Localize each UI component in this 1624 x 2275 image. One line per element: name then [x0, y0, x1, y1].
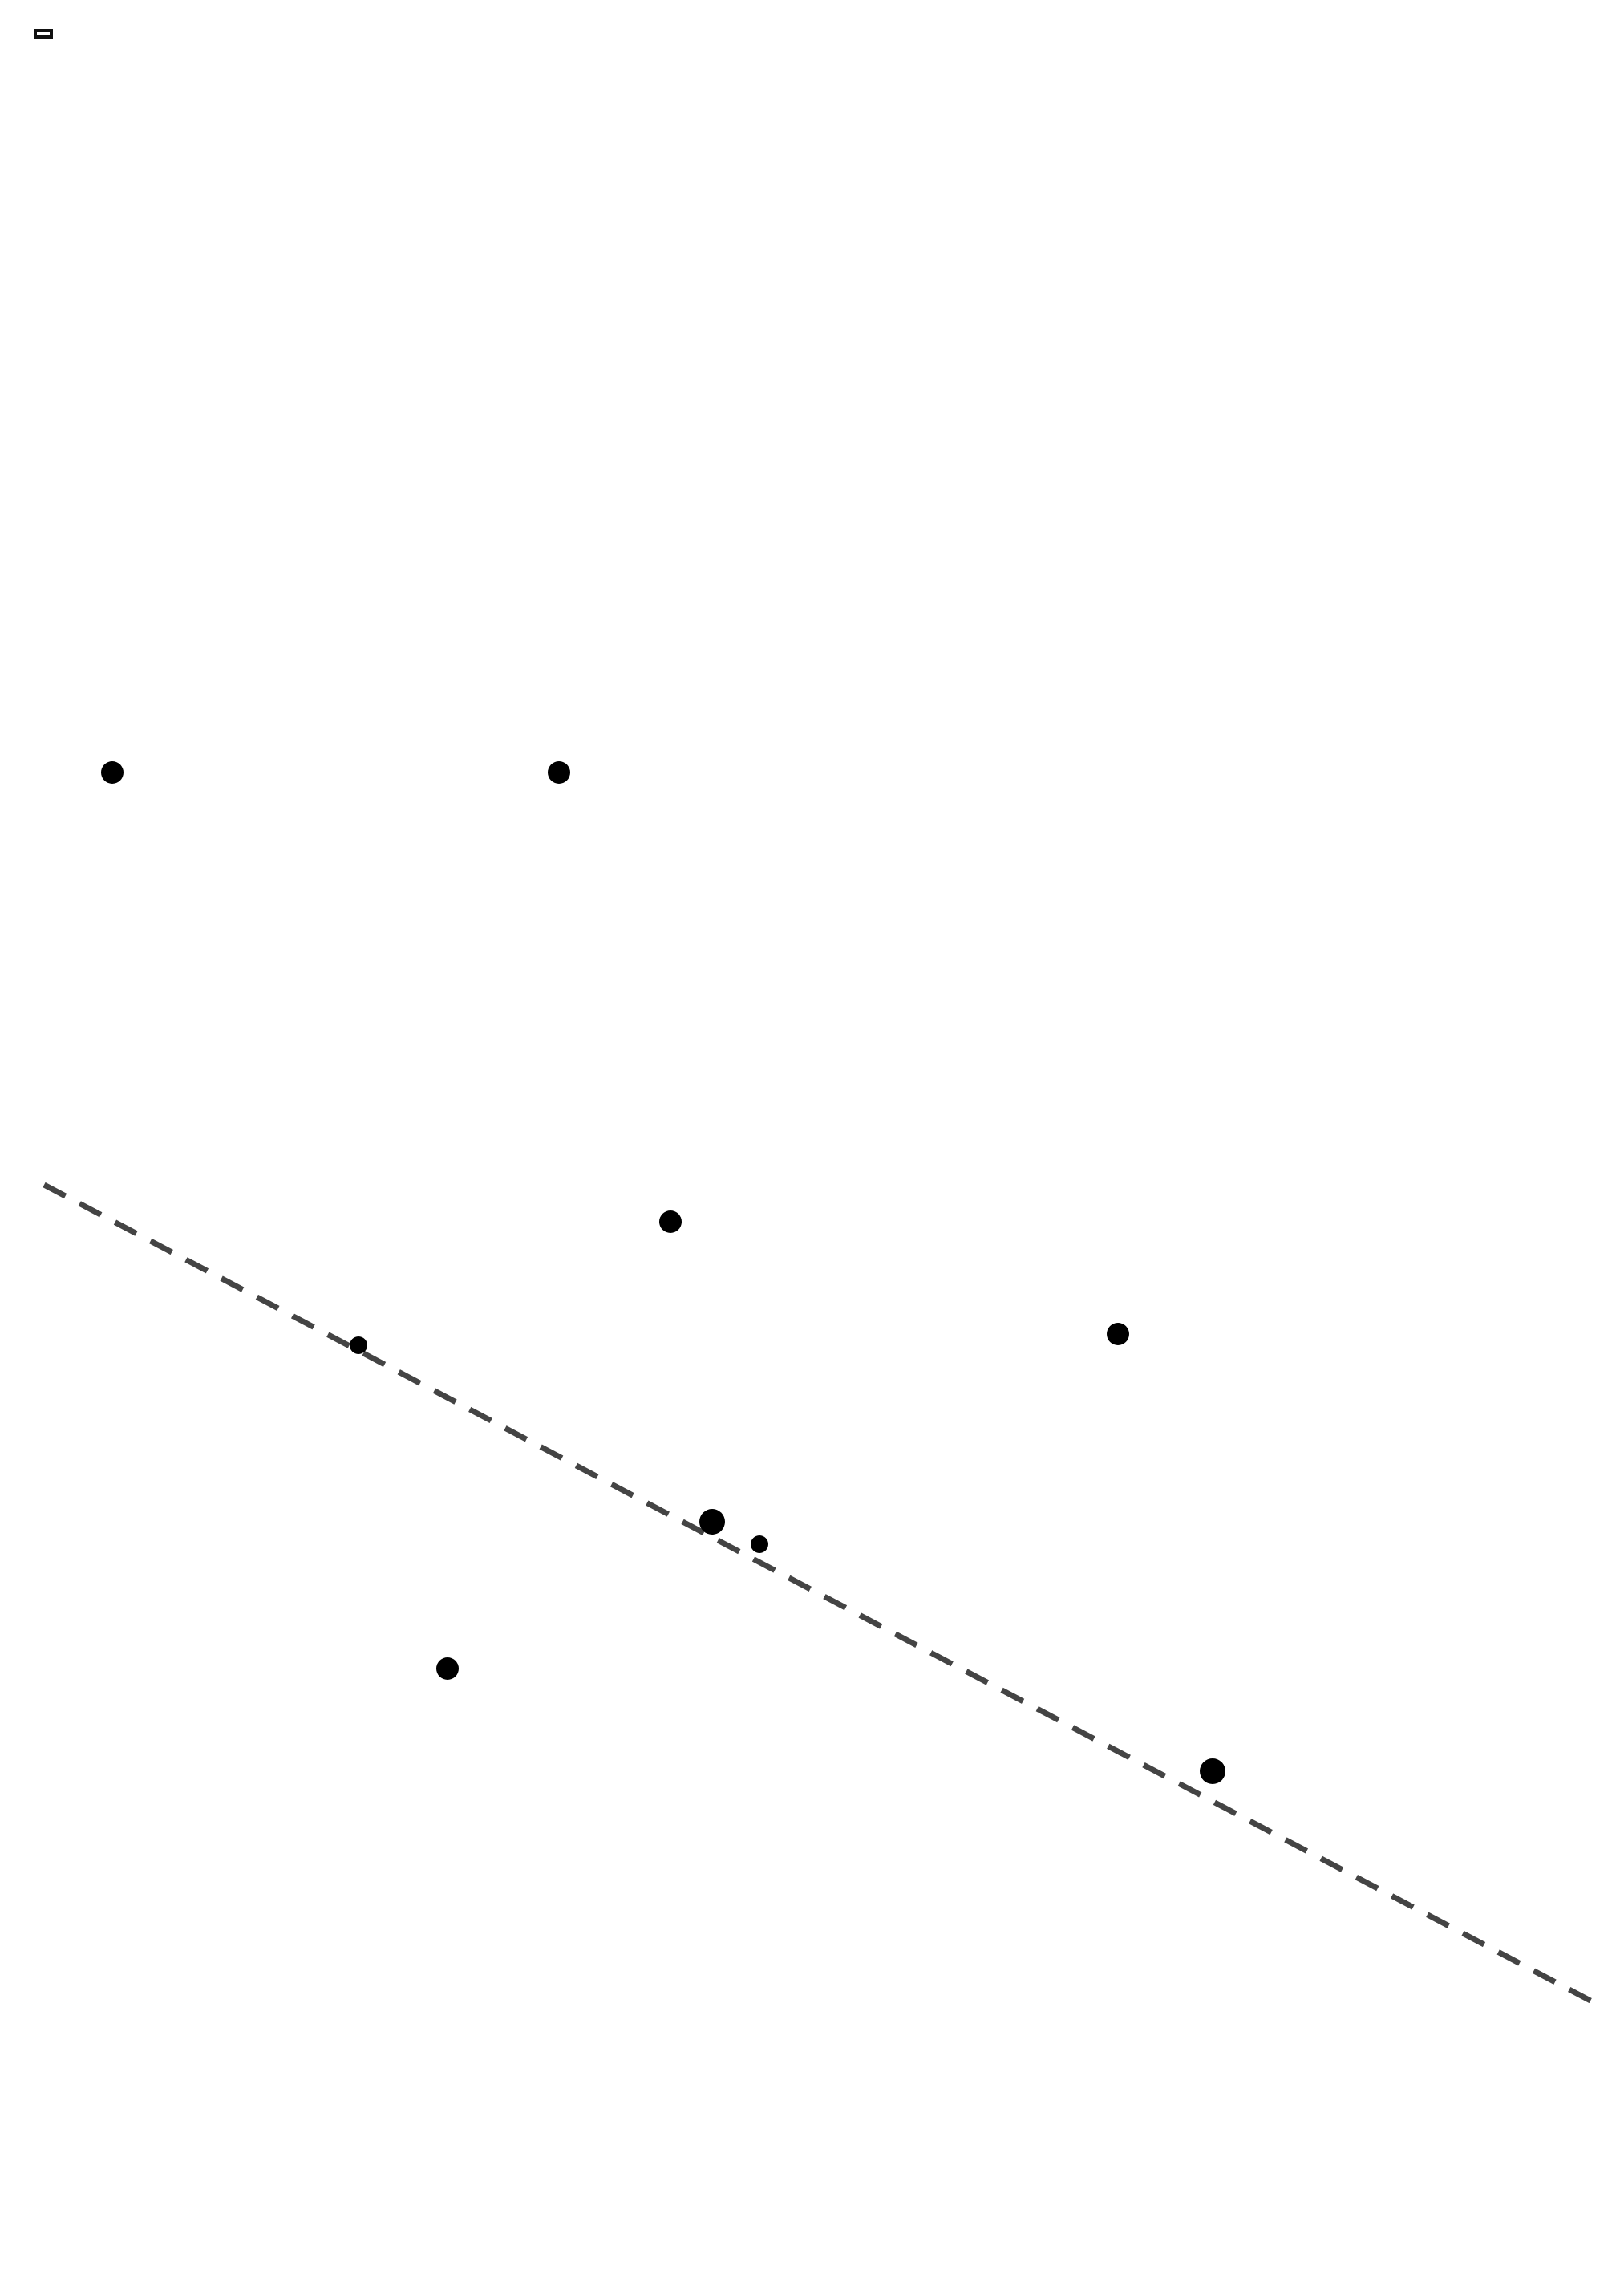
point-X1 — [699, 1509, 725, 1535]
d-segment-start-point — [101, 761, 124, 784]
perpendicular-bisector-m — [44, 1185, 1592, 2001]
point-C — [1107, 1323, 1129, 1345]
green-intersection-upper — [350, 1336, 367, 1354]
point-A — [436, 1657, 459, 1680]
d-segment-end-point — [548, 761, 570, 784]
segment-AB — [448, 1222, 670, 1669]
green-intersection-lower — [751, 1535, 768, 1553]
point-X2 — [1200, 1758, 1225, 1784]
point-B — [659, 1210, 682, 1233]
